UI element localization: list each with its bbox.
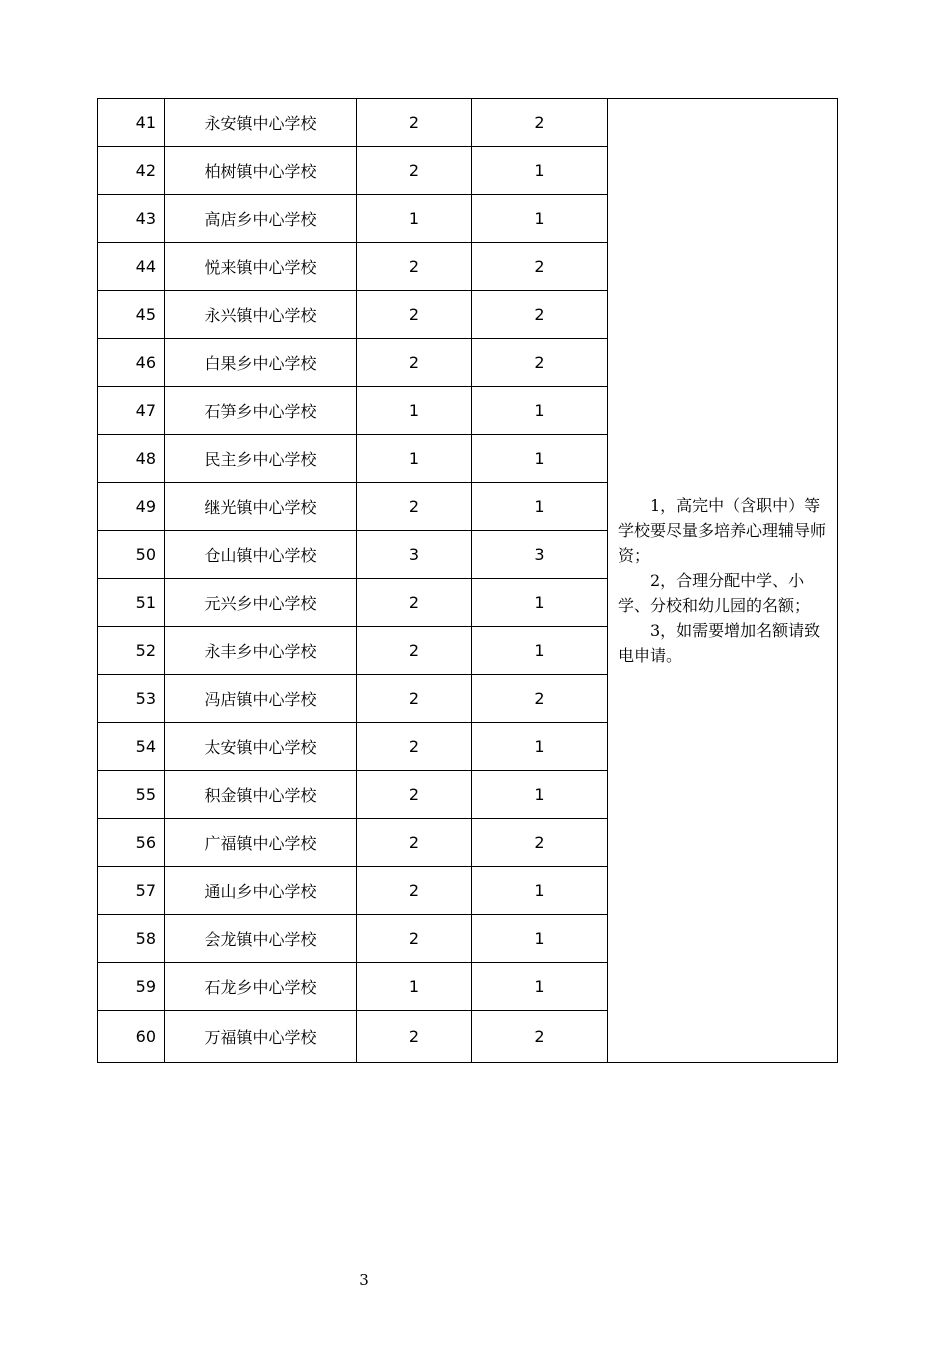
row-number: 55: [98, 771, 165, 819]
quota-value-a: 1: [357, 435, 472, 483]
quota-value-b: 1: [472, 579, 608, 627]
school-name: 民主乡中心学校: [165, 435, 357, 483]
quota-value-b: 2: [472, 1011, 608, 1063]
row-number: 50: [98, 531, 165, 579]
row-number: 44: [98, 243, 165, 291]
row-number: 51: [98, 579, 165, 627]
school-name: 悦来镇中心学校: [165, 243, 357, 291]
quota-value-b: 2: [472, 291, 608, 339]
quota-value-b: 3: [472, 531, 608, 579]
quota-value-a: 2: [357, 291, 472, 339]
school-name: 石笋乡中心学校: [165, 387, 357, 435]
quota-value-a: 2: [357, 867, 472, 915]
row-number: 48: [98, 435, 165, 483]
quota-value-b: 1: [472, 771, 608, 819]
school-name: 永丰乡中心学校: [165, 627, 357, 675]
row-number: 49: [98, 483, 165, 531]
quota-value-b: 1: [472, 387, 608, 435]
school-name: 冯店镇中心学校: [165, 675, 357, 723]
quota-value-b: 1: [472, 963, 608, 1011]
quota-value-b: 2: [472, 675, 608, 723]
quota-value-b: 1: [472, 915, 608, 963]
quota-value-a: 2: [357, 579, 472, 627]
school-name: 元兴乡中心学校: [165, 579, 357, 627]
school-name: 继光镇中心学校: [165, 483, 357, 531]
quota-value-a: 2: [357, 243, 472, 291]
table-row: [98, 99, 838, 147]
quota-value-b: 1: [472, 867, 608, 915]
row-number: 52: [98, 627, 165, 675]
school-name: 太安镇中心学校: [165, 723, 357, 771]
remark-item: 1，高完中（含职中）等学校要尽量多培养心理辅导师资；: [618, 496, 827, 565]
row-number: 58: [98, 915, 165, 963]
remark-item: 2，合理分配中学、小学、分校和幼儿园的名额；: [618, 571, 811, 615]
quota-value-b: 1: [472, 195, 608, 243]
quota-table: [97, 98, 838, 1063]
quota-value-b: 1: [472, 723, 608, 771]
quota-value-a: 1: [357, 387, 472, 435]
quota-value-a: 1: [357, 963, 472, 1011]
quota-value-a: 3: [357, 531, 472, 579]
remarks-cell: [608, 99, 838, 1063]
school-name: 永安镇中心学校: [165, 99, 357, 147]
quota-value-a: 2: [357, 1011, 472, 1063]
quota-value-b: 1: [472, 627, 608, 675]
quota-value-a: 2: [357, 147, 472, 195]
quota-value-b: 2: [472, 339, 608, 387]
quota-value-a: 2: [357, 339, 472, 387]
quota-value-a: 2: [357, 915, 472, 963]
table-body: [98, 99, 838, 1063]
row-number: 57: [98, 867, 165, 915]
school-name: 积金镇中心学校: [165, 771, 357, 819]
quota-value-b: 2: [472, 99, 608, 147]
quota-value-b: 2: [472, 819, 608, 867]
row-number: 46: [98, 339, 165, 387]
quota-value-b: 2: [472, 243, 608, 291]
school-name: 仓山镇中心学校: [165, 531, 357, 579]
row-number: 60: [98, 1011, 165, 1063]
row-number: 56: [98, 819, 165, 867]
row-number: 43: [98, 195, 165, 243]
row-number: 54: [98, 723, 165, 771]
school-name: 通山乡中心学校: [165, 867, 357, 915]
school-name: 柏树镇中心学校: [165, 147, 357, 195]
school-name: 万福镇中心学校: [165, 1011, 357, 1063]
quota-value-a: 2: [357, 819, 472, 867]
quota-value-a: 2: [357, 771, 472, 819]
row-number: 45: [98, 291, 165, 339]
quota-value-b: 1: [472, 483, 608, 531]
school-name: 白果乡中心学校: [165, 339, 357, 387]
school-name: 永兴镇中心学校: [165, 291, 357, 339]
remark-item: 3，如需要增加名额请致电申请。: [618, 621, 821, 665]
quota-value-a: 1: [357, 195, 472, 243]
row-number: 47: [98, 387, 165, 435]
quota-value-b: 1: [472, 147, 608, 195]
quota-value-a: 2: [357, 723, 472, 771]
quota-value-a: 2: [357, 99, 472, 147]
school-name: 会龙镇中心学校: [165, 915, 357, 963]
row-number: 42: [98, 147, 165, 195]
school-name: 高店乡中心学校: [165, 195, 357, 243]
school-name: 石龙乡中心学校: [165, 963, 357, 1011]
school-name: 广福镇中心学校: [165, 819, 357, 867]
row-number: 41: [98, 99, 165, 147]
quota-value-a: 2: [357, 627, 472, 675]
page-number: 3: [359, 1271, 369, 1289]
row-number: 53: [98, 675, 165, 723]
quota-value-b: 1: [472, 435, 608, 483]
quota-value-a: 2: [357, 483, 472, 531]
quota-value-a: 2: [357, 675, 472, 723]
row-number: 59: [98, 963, 165, 1011]
